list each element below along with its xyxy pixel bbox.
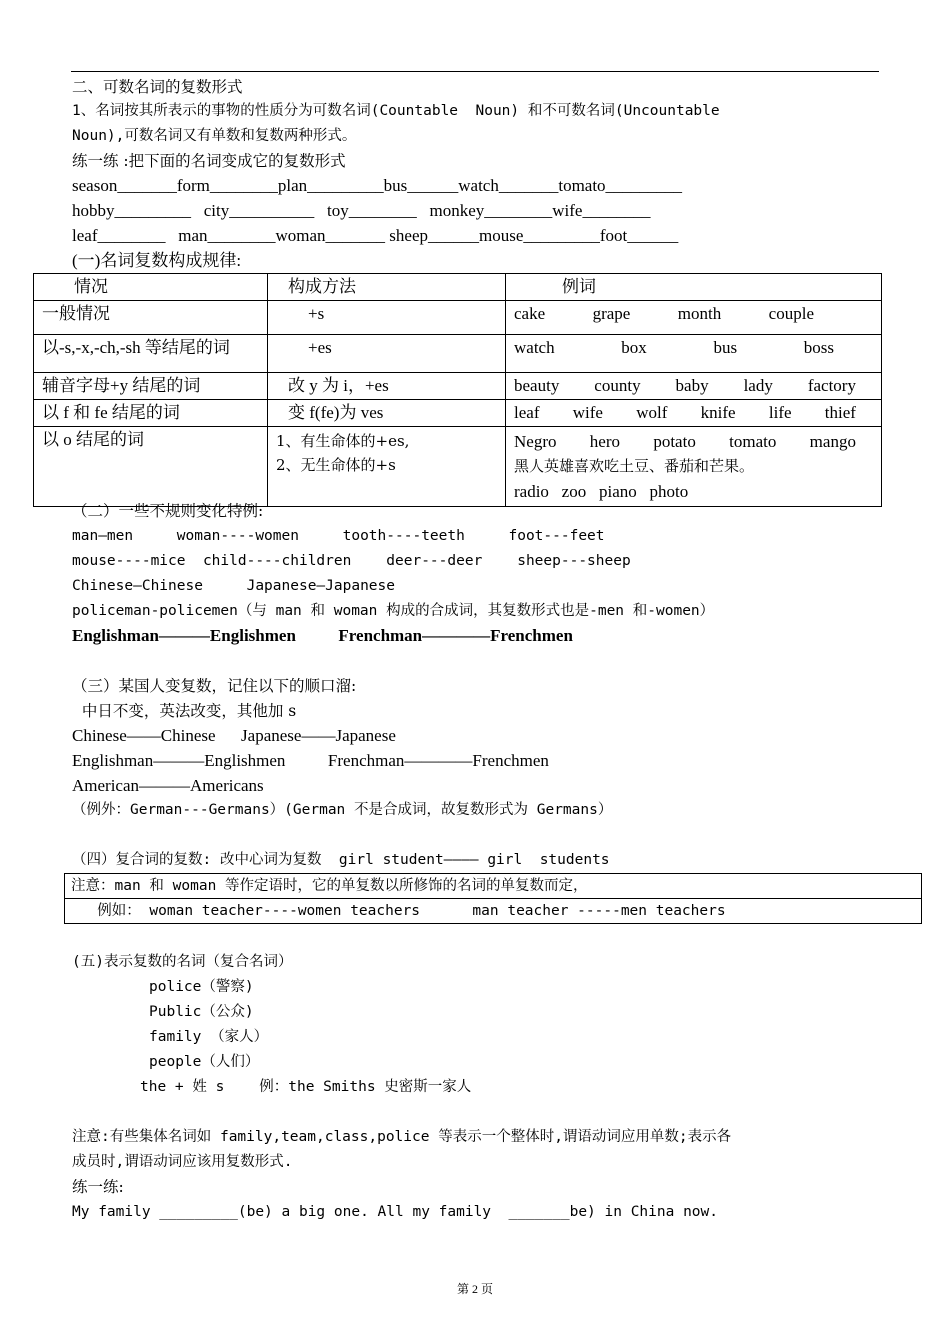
example-word: factory (807, 376, 856, 395)
example-word: wolf (636, 403, 668, 422)
irregular-bold-line: Englishman———Englishmen Frenchman————Frenchmen (72, 626, 573, 645)
table-row (34, 335, 882, 373)
example-word: baby (675, 376, 709, 395)
plural-noun-item: family （家人） (149, 1029, 269, 1045)
method-cell: 变 f(fe)为 ves (268, 400, 506, 427)
note-example-line: 例如： woman teacher----women teachers man teacher -----men teachers (71, 903, 726, 919)
collective-note: 注意:有些集体名词如 family,team,class,police 等表示一个整体时,谓语动词应用单数;表示各 (72, 1129, 732, 1145)
table-header: 情况 (34, 274, 268, 301)
example-word: beauty (514, 376, 560, 395)
nationality-line: American———Americans (72, 776, 264, 795)
exercise-title: 练一练 :把下面的名词变成它的复数形式 (72, 152, 346, 170)
practice-sentence: My family _________(be) a big one. All my family _______be) in China now. (72, 1204, 719, 1220)
irregular-line: man—men woman----women tooth----teeth foot---feet (72, 528, 605, 544)
plural-noun-item: people（人们） (149, 1054, 260, 1070)
note-line: 注意：man 和 woman 等作定语时，它的单复数以所修饰的名词的单复数而定， (65, 874, 921, 899)
examples-cell (506, 400, 882, 427)
method-cell: 改 y 为 i，+es (268, 373, 506, 400)
example-word: county (594, 376, 641, 395)
method-cell: +es (268, 335, 506, 373)
nationality-line: Englishman———Englishmen Frenchman————Frenchmen (72, 751, 549, 770)
irregular-line: mouse----mice child----children deer---deer sheep---sheep (72, 553, 631, 569)
irregular-heading: （二）一些不规则变化特例: (72, 502, 264, 520)
method-line: 2、无生命体的+s (276, 456, 396, 474)
example-word: lady (743, 376, 773, 395)
examples-cell (506, 373, 882, 400)
example-word: grape (592, 304, 631, 323)
method-cell (268, 427, 506, 507)
case-cell: 以-s,-x,-ch,-sh 等结尾的词 (34, 335, 268, 373)
case-cell: 以 f 和 fe 结尾的词 (34, 400, 268, 427)
example-mnemonic: 黑人英雄喜欢吃土豆、番茄和芒果。 (514, 457, 755, 475)
plural-noun-item: police（警察) (149, 979, 254, 995)
intro-line-2: Noun),可数名词又有单数和复数两种形式。 (72, 128, 357, 144)
nationality-rhyme: 中日不变，英法改变，其他加 s (72, 702, 297, 720)
example-word: watch (514, 338, 555, 357)
irregular-line: Chinese—Chinese Japanese—Japanese (72, 578, 396, 594)
examples-cell (506, 427, 882, 507)
collective-note: 成员时,谓语动词应该用复数形式. (72, 1154, 293, 1170)
exercise-row: season_______form________plan_________bus______watch_______tomato_________ (72, 176, 683, 195)
plural-nouns-heading: (五)表示复数的名词（复合名词） (72, 954, 293, 970)
intro-line-1: 1、名词按其所表示的事物的性质分为可数名词(Countable Noun) 和不可数名词(Uncountable (72, 103, 720, 119)
plural-noun-item: the + 姓 s 例：the Smiths 史密斯一家人 (140, 1079, 472, 1095)
example-words-line: radio zoo piano photo (514, 482, 689, 501)
case-cell: 辅音字母+y 结尾的词 (34, 373, 268, 400)
example-word: mango (809, 432, 856, 451)
example-word: potato (653, 432, 696, 451)
case-cell: 一般情况 (34, 301, 268, 335)
examples-cell (506, 335, 882, 373)
example-word: life (768, 403, 792, 422)
example-word: Negro (514, 432, 557, 451)
table-row (34, 427, 882, 507)
example-word: box (621, 338, 647, 357)
table-header: 构成方法 (268, 274, 506, 301)
example-word: hero (589, 432, 621, 451)
example-word: cake (514, 304, 546, 323)
table-row (34, 400, 882, 427)
compound-heading: （四）复合词的复数: 改中心词为复数 girl student———— girl students (72, 852, 610, 868)
example-word: tomato (729, 432, 777, 451)
example-word: boss (803, 338, 834, 357)
table-header-row (34, 274, 882, 301)
plural-noun-item: Public（公众) (149, 1004, 254, 1020)
nationality-exception: （例外：German---Germans）(German 不是合成词，故复数形式为 Germans） (72, 802, 613, 818)
practice-title: 练一练: (72, 1178, 124, 1196)
nationality-line: Chinese——Chinese Japanese——Japanese (72, 726, 396, 745)
table-row (34, 301, 882, 335)
rules-heading: (一)名词复数构成规律: (72, 251, 242, 270)
method-cell: +s (268, 301, 506, 335)
exercise-row: leaf________ man________woman_______ sheep______mouse_________foot______ (72, 226, 679, 245)
examples-cell (506, 301, 882, 335)
example-word: couple (768, 304, 814, 323)
table-header: 例词 (506, 274, 882, 301)
case-cell: 以 o 结尾的词 (34, 427, 268, 507)
example-word: wife (572, 403, 603, 422)
example-word: month (677, 304, 722, 323)
method-line: 1、有生命体的+es, (276, 432, 410, 450)
header-rule (71, 71, 879, 72)
nationality-heading: （三）某国人变复数，记住以下的顺口溜: (72, 677, 357, 695)
example-word: bus (713, 338, 738, 357)
example-word: knife (700, 403, 736, 422)
note-box (64, 873, 922, 924)
irregular-line: policeman-policemen（与 man 和 woman 构成的合成词，其复数形式也是-men 和-women） (72, 603, 715, 619)
page-number: 第 2 页 (456, 1282, 493, 1296)
example-word: leaf (514, 403, 540, 422)
table-row (34, 373, 882, 400)
example-word: thief (824, 403, 856, 422)
section-title: 二、可数名词的复数形式 (72, 78, 243, 96)
exercise-row: hobby_________ city__________ toy________ monkey________wife________ (72, 201, 651, 220)
plural-rules-table (33, 273, 882, 507)
